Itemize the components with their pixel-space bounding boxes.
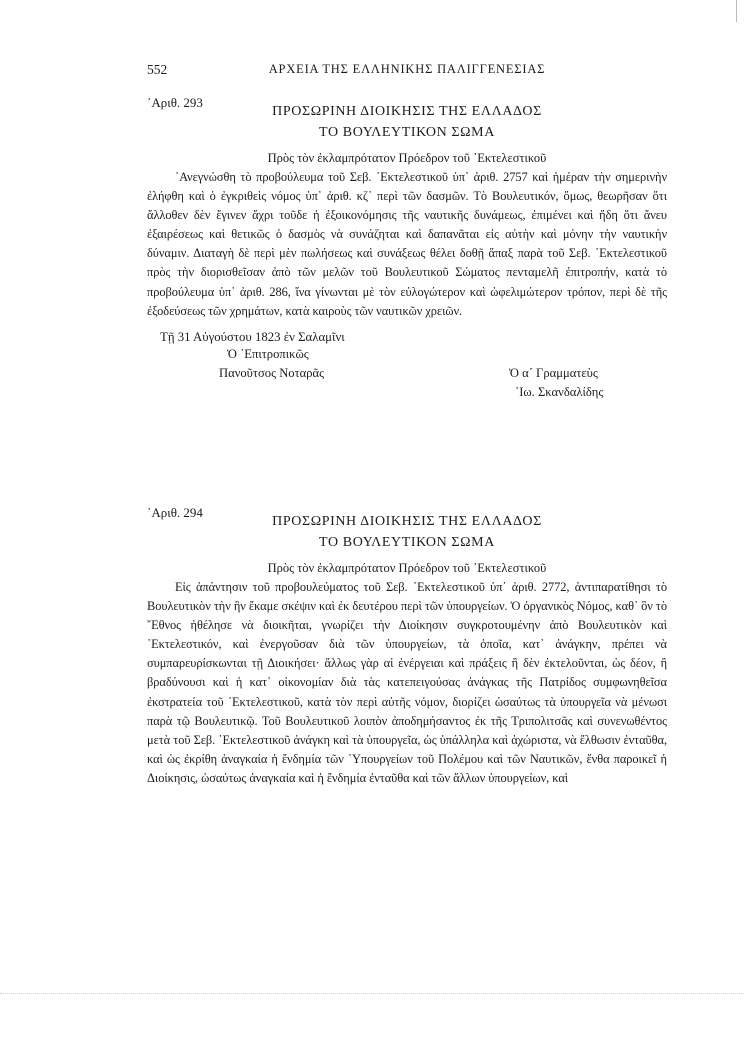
date-place-line: Τῇ 31 Αὐγούστου 1823 ἐν Σαλαμῖνι xyxy=(160,329,345,344)
heading-government: ΠΡΟΣΩΡΙΝΗ ΔΙΟΙΚΗΣΙΣ ΤΗΣ ΕΛΛΑΔΟΣ xyxy=(272,514,542,529)
signature-block xyxy=(147,345,667,405)
running-title: ΑΡΧΕΙΑ ΤΗΣ ΕΛΛΗΝΙΚΗΣ ΠΑΛΙΓΓΕΝΕΣΙΑΣ xyxy=(268,62,546,76)
signature-left xyxy=(219,345,324,383)
signatory-role: Ὁ α´ Γραμματεὺς xyxy=(509,365,598,380)
page-header xyxy=(147,62,667,82)
page-number: 552 xyxy=(147,62,168,77)
heading-body: ΤΟ ΒΟΥΛΕΥΤΙΚΟΝ ΣΩΜΑ xyxy=(319,125,495,140)
signature-right xyxy=(509,364,603,402)
document-293 xyxy=(147,95,667,405)
addressee-line: Πρὸς τὸν ἐκλαμπρότατον Πρόεδρον τοῦ ᾿Εκτελεστικοῦ xyxy=(267,151,547,165)
heading-government: ΠΡΟΣΩΡΙΝΗ ΔΙΟΙΚΗΣΙΣ ΤΗΣ ΕΛΛΑΔΟΣ xyxy=(272,104,542,119)
document-body: Εἰς ἀπάντησιν τοῦ προβουλεύματος τοῦ Σεβ. ᾿Εκτελεστικοῦ ὑπ᾿ ἀριθ. 2772, ἀντιπαρατίθησι τὸ Βουλευτικὸν τὴν ἣν ἔκαμε σκέψιν καὶ ἐκ δευτέρου περὶ τῶν ὑπουργείων. Ὁ ὀργανικὸς Νόμος, καθ᾿ ὃν τὸ ῎Εθνος ἠθέλησε νὰ διοικῆται, γνωρίζει τὴν Διοίκησιν συγκροτουμένην ἀπὸ Βουλευτικὸν καὶ ᾿Εκτελεστικόν, καὶ ἐνεργοῦσαν διὰ τῶν ὑπουργείων, τὰ ὁποῖα, κατ᾿ ἀνάγκην, πρέπει νὰ συμπαρευρίσκωνται τῇ Διοικήσει· ἄλλως γὰρ αἱ ἐνέργειαι καὶ πράξεις ἢ δὲν ἐκτελοῦνται, ὡς δέον, ἢ βραδύνουσι καὶ ἡ κατ᾿ οἰκονομίαν διὰ τὰς κατεπειγούσας ἀνάγκας τῆς Πατρίδος συμφωνηθεῖσα ἐκστρατεία τοῦ ᾿Εκτελεστικοῦ, κατὰ τὸν περὶ αὐτῆς νόμον, διορίζει ὡσαύτως τὰ ὑπουργεῖα νὰ μένωσι παρὰ τῷ Βουλευτικῷ. Τοῦ Βουλευτικοῦ λοιπὸν ἀποδημήσαντος ἐκ τῆς Τριπολιτσᾶς καὶ συνενωθέντος μετὰ τοῦ Σεβ. ᾿Εκτελεστικοῦ ἀνάγκη καὶ τὰ ὑπουργεῖα, ὡς ὑπάλληλα καὶ ἀχώριστα, νὰ ἔλθωσιν ἐνταῦθα, καὶ ὡς ἐκρίθη ἀναγκαία ἡ ἔνδημία τῶν ῾Υπουργείων τοῦ Πολέμου καὶ τῶν Ναυτικῶν, ἔνθα παροικεῖ ἡ Διοίκησις, ὡσαύτως ἀναγκαία καὶ ἡ ἔνδημία ἐνταῦθα καὶ τῶν ἄλλων ὑπουργείων, καὶ xyxy=(147,580,667,785)
document-number: ᾿Αριθ. 293 xyxy=(147,95,203,110)
document-number: ᾿Αριθ. 294 xyxy=(147,505,203,520)
document-294 xyxy=(147,505,667,788)
heading-body: ΤΟ ΒΟΥΛΕΥΤΙΚΟΝ ΣΩΜΑ xyxy=(319,535,495,550)
document-body: ᾿Ανεγνώσθη τὸ προβούλευμα τοῦ Σεβ. ᾿Εκτελεστικοῦ ὑπ᾿ ἀριθ. 2757 καὶ ἡμέραν τὴν σημερινὴν ἐλήφθη καὶ ὁ ἐγκριθεὶς νόμος ὑπ᾿ ἀριθ. κζ᾿ περὶ τῶν δασμῶν. Τὸ Βουλευτικόν, ὅμως, θεωρῆσαν ὅτι ἄλλοθεν δὲν ἔγινεν ἄχρι τοῦδε ἡ ἐξοικονόμησις τῆς ναυτικῆς δυνάμεως, ἐπιμένει καὶ ἤδη ὅτι ἄνευ ἐξαιρέσεως καὶ θετικῶς ὁ δασμὸς νὰ συνάζηται καὶ δαπανᾶται εἰς αὐτὴν καὶ μόνην τὴν ναυτικὴν δύναμιν. Διαταγὴ δὲ περὶ μὲν πωλήσεως καὶ συνάξεως θέλει δοθῇ ἅπαξ παρὰ τοῦ Σεβ. ᾿Εκτελεστικοῦ πρὸς τὴν διορισθεῖσαν ἀπὸ τῶν μελῶν τοῦ Βουλευτικοῦ Σώματος πενταμελῆ ἐπιτροπήν, κατὰ τὸ προβούλευμα ὑπ᾿ ἀριθ. 286, ἵνα γίνωνται μὲ τὸν εὐλογώτερον καὶ ὠφελιμώτερον τρόπον, περὶ δὲ τῆς ἐξοδεύσεως τῶν χρημάτων, κατὰ καιροὺς τῶν ναυτικῶν χρειῶν. xyxy=(147,170,667,318)
signatory-role: Ὁ ᾿Επιτροπικῶς xyxy=(227,346,309,361)
signatory-name: ᾿Ιω. Σκανδαλίδης xyxy=(515,384,604,399)
scan-margin-mark xyxy=(736,0,744,22)
scan-edge-line xyxy=(0,993,744,995)
signatory-name: Πανοῦτσος Νοταρᾶς xyxy=(219,365,325,380)
addressee-line: Πρὸς τὸν ἐκλαμπρότατον Πρόεδρον τοῦ ᾿Εκτελεστικοῦ xyxy=(267,561,547,575)
